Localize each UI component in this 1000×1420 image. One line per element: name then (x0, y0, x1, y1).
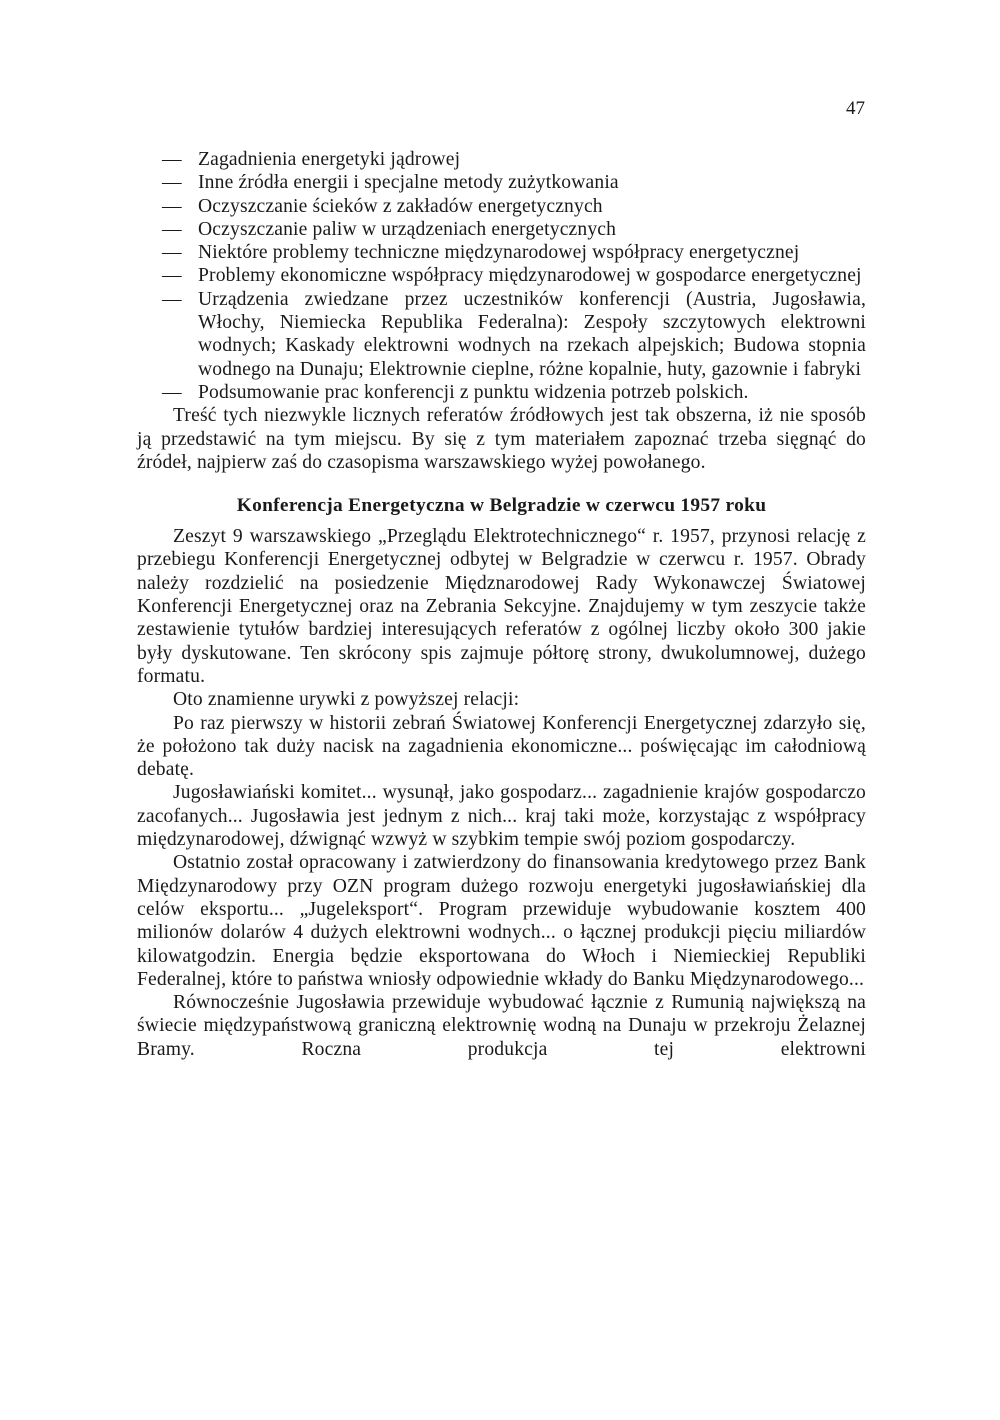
list-item (137, 381, 866, 404)
body-paragraph: Równocześnie Jugosławia przewiduje wybudować łącznie z Rumunią największą na świecie międzypaństwową graniczną elektrownię wodną na Dunaju w przekroju Żelaznej Bramy. Roczna produkcja tej elektrowni (137, 992, 866, 1060)
dash-bullet-icon: — (162, 242, 182, 264)
list-item (137, 288, 866, 381)
list-item-text: Niektóre problemy techniczne międzynarodowej współpracy energetycznej (198, 242, 800, 264)
list-item (137, 171, 866, 194)
dash-bullet-icon: — (162, 172, 182, 194)
list-item (137, 218, 866, 241)
body-paragraph: Ostatnio został opracowany i zatwierdzony do finansowania kredytowego przez Bank Międzynarodowy przy OZN program dużego rozwoju energetyki jugosławiańskiej dla celów eksportu... „Jugeleksport“. Program przewiduje wybudowanie kosztem 400 milionów dolarów 4 dużych elektrowni wodnych... o łącznej produkcji pięciu miliardów kilowatgodzin. Energia będzie eksportowana do Włoch i Niemieckiej Republiki Federalnej, które to państwa wniosły odpowiednie wkłady do Banku Międzynarodowego... (137, 852, 866, 990)
list-item-text: Oczyszczanie paliw w urządzeniach energetycznych (198, 218, 617, 240)
list-item-text: Urządzenia zwiedzane przez uczestników konferencji (Austria, Jugosławia, Włochy, Niemiecka Republika Federalna): Zespoły szczytowych elektrowni wodnych; Kaskady elektrowni wodnych na rzekach alpejskich; Budowa stopnia wodnego na Dunaju; Elektrownie cieplne, różne kopalnie, huty, gazownie i fabryki (198, 288, 866, 380)
list-item-text: Podsumowanie prac konferencji z punktu widzenia potrzeb polskich. (198, 381, 749, 403)
intro-paragraph: Treść tych niezwykle licznych referatów źródłowych jest tak obszerna, iż nie sposób ją przedstawić na tym miejscu. By się z tym materiałem zapoznać trzeba sięgnąć do źródeł, najpierw zaś do czasopisma warszawskiego wyżej powołanego. (137, 405, 866, 473)
dash-bullet-icon: — (162, 195, 182, 217)
dash-bullet-icon: — (162, 149, 182, 170)
body-paragraph: Po raz pierwszy w historii zebrań Światowej Konferencji Energetycznej zdarzyło się, że położono tak duży nacisk na zagadnienia ekonomiczne... poświęcając im całodniową debatę. (137, 712, 866, 781)
dash-bullet-icon: — (162, 265, 182, 287)
dash-bullet-icon: — (162, 288, 182, 310)
list-item-text: Problemy ekonomiczne współpracy międzynarodowej w gospodarce energetycznej (198, 265, 862, 287)
body-paragraph: Oto znamienne urywki z powyższej relacji: (173, 689, 520, 711)
list-item (137, 195, 866, 218)
list-item (137, 264, 866, 287)
page-body (137, 148, 866, 1061)
topic-list (137, 148, 866, 404)
body-paragraph: Zeszyt 9 warszawskiego „Przeglądu Elektrotechnicznego“ r. 1957, przynosi relację z przebiegu Konferencji Energetycznej odbytej w Belgradzie w czerwcu r. 1957. Obrady należy rozdzielić na posiedzenie Międznarodowej Rady Wykonawczej Światowej Konferencji Energetycznej oraz na Zebrania Sekcyjne. Znajdujemy w tym zeszycie także zestawienie tytułów bardziej interesujących referatów z ogólnej liczby około 300 jakie były dyskutowane. Ten skrócony spis zajmuje półtorę strony, dwukolumnowej, dużego formatu. (137, 526, 866, 687)
list-item-text: Oczyszczanie ścieków z zakładów energetycznych (198, 195, 603, 217)
page-number: 47 (846, 98, 865, 119)
list-item (137, 148, 866, 171)
section-heading: Konferencja Energetyczna w Belgradzie w czerwcu 1957 roku (236, 495, 767, 517)
dash-bullet-icon: — (162, 218, 182, 240)
list-item (137, 241, 866, 264)
dash-bullet-icon: — (162, 381, 182, 403)
list-item-text: Zagadnienia energetyki jądrowej (198, 149, 461, 170)
list-item-text: Inne źródła energii i specjalne metody zużytkowania (198, 172, 619, 194)
body-paragraph: Jugosławiański komitet... wysunął, jako gospodarz... zagadnienie krajów gospodarczo zacofanych... Jugosławia jest jednym z nich... kraj taki może, korzystając z współpracy międzynarodowej, dźwignąć wzwyż w szybkim tempie swój poziom gospodarczy. (137, 782, 866, 851)
